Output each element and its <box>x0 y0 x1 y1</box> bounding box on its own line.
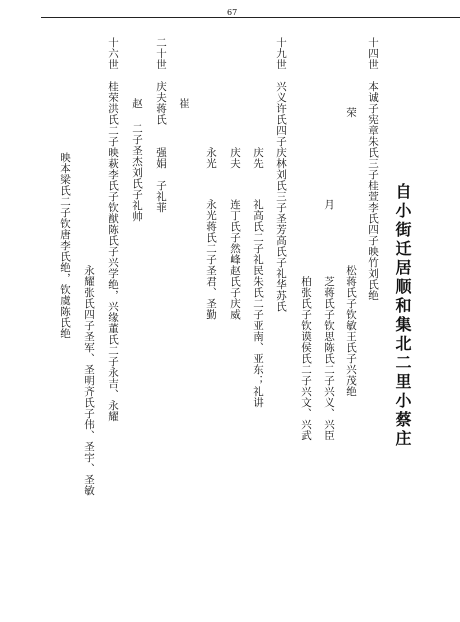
page-title: 自小街迁居顺和集北二里小蔡庄 <box>393 183 412 449</box>
column-qiangjuan: 强娟 子礼菲 <box>155 147 167 213</box>
column-li: 礼高氏二子礼民朱氏二子亚南、亚东；礼讲 <box>252 199 264 408</box>
column-song: 松蒋氏子钦敏王氏子兴茂绝 <box>345 265 357 397</box>
column-zhao: 赵 <box>131 98 143 109</box>
column-zhi: 芝蒋氏子钦思陈氏二子兴义、兴臣 <box>323 276 335 441</box>
column-yongyao: 永耀张氏四子圣军、圣明齐氏子伟、圣宇、圣敏 <box>83 265 95 496</box>
column-rong: 荣 <box>345 107 357 118</box>
column-er-zi: 二子圣杰刘氏子礼帅 <box>131 123 143 222</box>
column-yingben: 映本梁氏二子钦唐李氏绝，钦虞陈氏绝 <box>59 152 71 339</box>
column-yongguang: 永光 <box>205 147 217 169</box>
column-qingxian: 庆先 <box>252 147 264 169</box>
header-rule <box>41 17 460 18</box>
column-qingfu: 庆夫 <box>229 147 241 169</box>
column-generation-19: 十九世 兴义许氏四子庆林刘氏三子圣芳高氏子礼华苏氏 <box>275 37 287 312</box>
column-cui: 崔 <box>178 98 190 109</box>
column-yongguang-entry: 永光蒋氏二子圣君、圣勤 <box>205 199 217 320</box>
column-generation-20: 二十世 庆夫蒋氏 <box>155 37 167 125</box>
column-bai: 柏张氏子钦谟侯氏二子兴文、兴武 <box>300 276 312 441</box>
column-yue: 月 <box>323 199 335 210</box>
column-generation-14: 十四世 本诚子宪章朱氏三子桂萱李氏四子映竹刘氏绝 <box>367 37 379 301</box>
column-generation-16: 十六世 桂荣洪氏二子映萩李氏子钦猷陈氏子兴学绝，兴缘董氏二子永吉、永耀 <box>107 37 119 422</box>
page-number: 67 <box>227 8 238 17</box>
column-lian: 连丁氏子然峰赵氏子庆威 <box>229 199 241 320</box>
